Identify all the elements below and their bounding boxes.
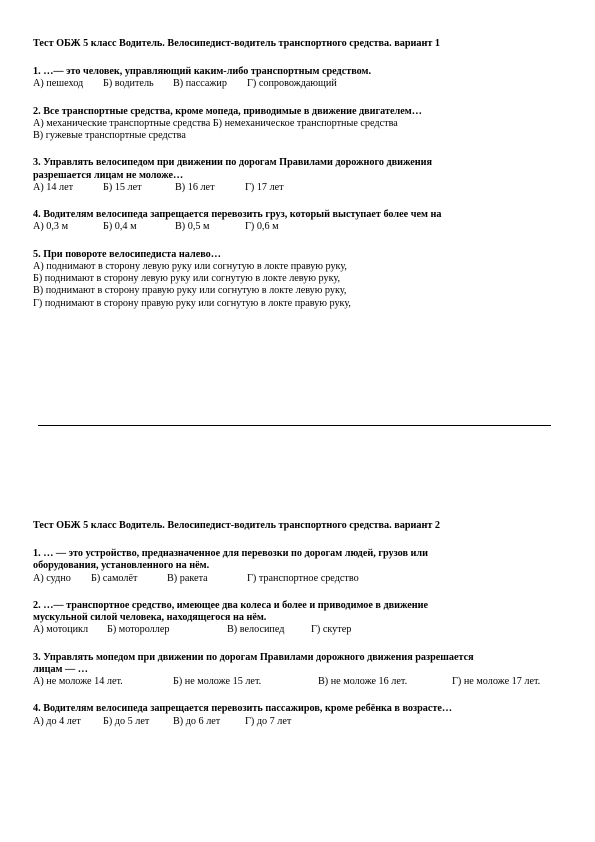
answer-option-c: В) 0,5 м — [175, 221, 210, 233]
variant-1-section — [33, 38, 563, 325]
answer-option-b: Б) водитель — [103, 78, 154, 90]
question-text: 4. Водителям велосипеда запрещается перевозить груз, который выступает более чем на — [33, 209, 442, 221]
v1-question-5 — [33, 249, 563, 310]
answer-option-a: А) 14 лет — [33, 181, 74, 193]
answer-line: Г) поднимают в сторону правую руку или согнутую в локте правую руку, — [33, 297, 351, 309]
question-text: 2. Все транспортные средства, кроме мопеда, приводимые в движение двигателем… — [33, 105, 422, 117]
answer-option-c: В) ракета — [167, 572, 208, 584]
v1-question-1 — [33, 66, 563, 90]
answer-option-d: Г) до 7 лет — [245, 715, 292, 727]
v1-question-3 — [33, 157, 563, 194]
answer-option-b: Б) не моложе 15 лет. — [173, 676, 262, 688]
answer-option-a: А) судно — [33, 572, 71, 584]
answer-option-c: В) 16 лет — [175, 181, 215, 193]
answer-line: А) механические транспортные средства Б) немеханическое транспортные средства — [33, 117, 398, 129]
question-text: 3. Управлять велосипедом при движении по дорогам Правилами дорожного движения — [33, 157, 433, 169]
variant-1-title: Тест ОБЖ 5 класс Водитель. Велосипедист-водитель транспортного средства. вариант 1 — [33, 38, 440, 49]
answer-options — [33, 716, 563, 728]
question-text: 3. Управлять мопедом при движении по дорогам Правилами дорожного движения разрешается — [33, 651, 474, 663]
answer-line: В) поднимают в сторону правую руку или согнутую в локте левую руку, — [33, 285, 347, 297]
answer-option-d: Г) сопровождающий — [247, 78, 337, 90]
answer-options — [33, 676, 563, 688]
answer-options — [33, 78, 563, 90]
answer-option-d: Г) скутер — [311, 624, 352, 636]
question-text: мускульной силой человека, находящегося на нём. — [33, 612, 267, 624]
answer-option-c: В) велосипед — [227, 624, 285, 636]
answer-option-a: А) 0,3 м — [33, 221, 69, 233]
v2-question-3 — [33, 652, 563, 689]
answer-option-d: Г) 17 лет — [245, 181, 284, 193]
answer-options — [33, 182, 563, 194]
variant-2-title: Тест ОБЖ 5 класс Водитель. Велосипедист-водитель транспортного средства. вариант 2 — [33, 520, 440, 531]
question-text: оборудования, установленного на нём. — [33, 560, 210, 572]
answer-option-b: Б) до 5 лет — [103, 715, 150, 727]
v2-question-1 — [33, 548, 563, 585]
answer-option-d: Г) не моложе 17 лет. — [452, 676, 541, 688]
answer-option-a: А) пешеход — [33, 78, 84, 90]
answer-option-c: В) пассажир — [173, 78, 227, 90]
answer-option-b: Б) 0,4 м — [103, 221, 137, 233]
answer-option-d: Г) транспортное средство — [247, 572, 359, 584]
answer-line: В) гужевые транспортные средства — [33, 130, 186, 142]
v1-question-2 — [33, 106, 563, 143]
v2-question-2 — [33, 600, 563, 637]
answer-line: А) поднимают в сторону левую руку или согнутую в локте правую руку, — [33, 260, 347, 272]
question-text: 5. При повороте велосипедиста налево… — [33, 248, 221, 260]
answer-option-c: В) до 6 лет — [173, 715, 221, 727]
answer-option-b: Б) мотороллер — [107, 624, 170, 636]
answer-option-a: А) мотоцикл — [33, 624, 89, 636]
question-text: разрешается лицам не моложе… — [33, 169, 184, 181]
answer-option-c: В) не моложе 16 лет. — [318, 676, 408, 688]
answer-option-b: Б) 15 лет — [103, 181, 142, 193]
section-divider — [38, 425, 551, 426]
answer-option-a: А) не моложе 14 лет. — [33, 676, 123, 688]
question-text: 2. …— транспортное средство, имеющее два колеса и более и приводимое в движение — [33, 599, 429, 611]
answer-options — [33, 221, 563, 233]
answer-line: Б) поднимают в сторону левую руку или согнутую в локте левую руку, — [33, 273, 340, 285]
answer-options — [33, 624, 563, 636]
v2-question-4 — [33, 703, 563, 727]
answer-option-d: Г) 0,6 м — [245, 221, 279, 233]
answer-option-a: А) до 4 лет — [33, 715, 81, 727]
question-text: 4. Водителям велосипеда запрещается перевозить пассажиров, кроме ребёнка в возрасте… — [33, 703, 453, 715]
answer-options — [33, 573, 563, 585]
question-text: 1. … — это устройство, предназначенное для перевозки по дорогам людей, грузов или — [33, 548, 428, 560]
answer-option-b: Б) самолёт — [91, 572, 138, 584]
v1-question-4 — [33, 209, 563, 233]
question-text: 1. …— это человек, управляющий каким-либо транспортным средством. — [33, 66, 372, 78]
variant-2-section — [33, 520, 563, 743]
question-text: лицам — … — [33, 663, 88, 675]
